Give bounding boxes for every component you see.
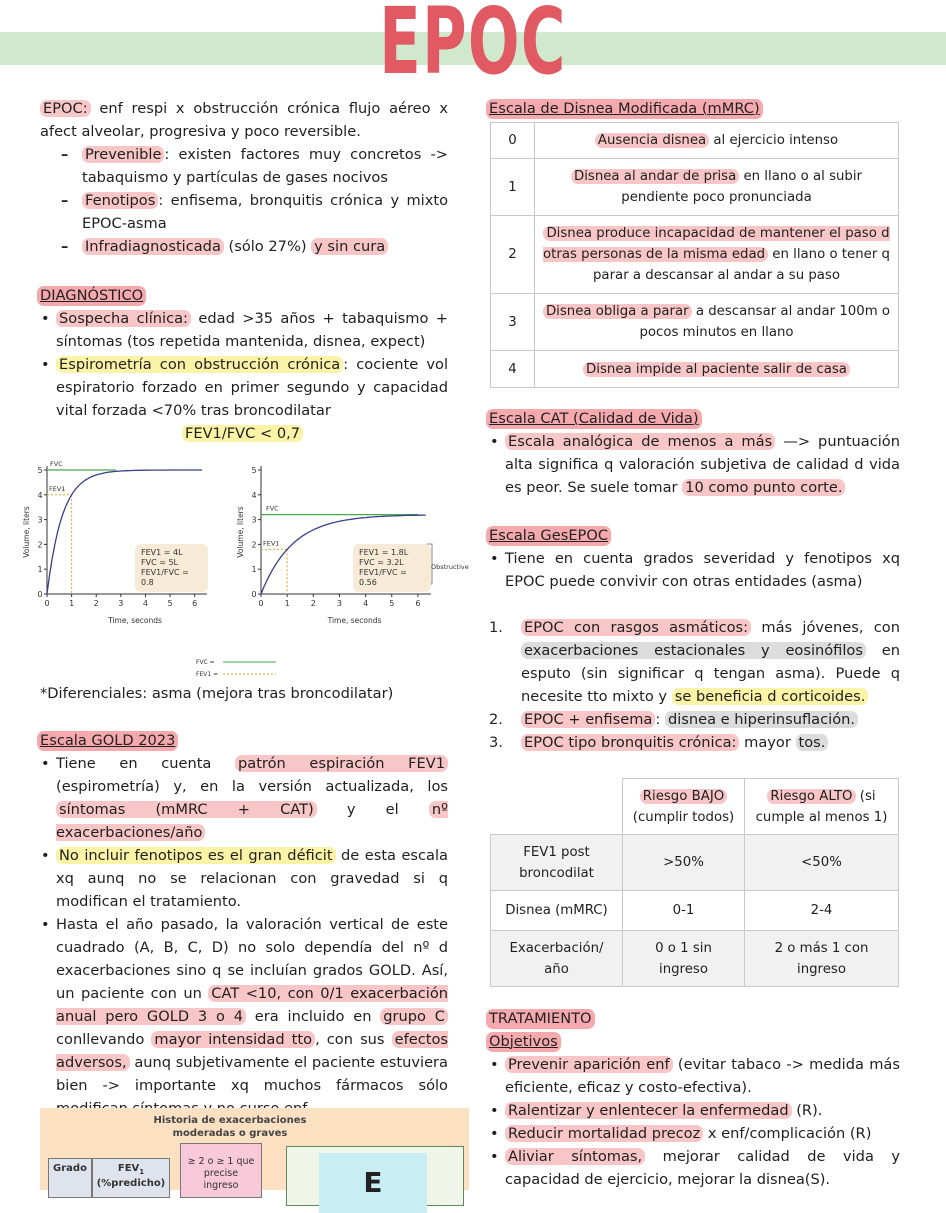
mmrc-section (486, 97, 900, 388)
list-term: disnea e hiperinsuflación. (665, 711, 858, 728)
gold-section (37, 729, 448, 1120)
list-item (489, 1145, 900, 1191)
table-row (491, 216, 899, 294)
x-tick-label: 4 (142, 599, 149, 608)
fev-sub-label: (%predicho) (96, 1178, 166, 1189)
x-axis-label: Time, seconds (327, 616, 382, 625)
list-item (489, 547, 900, 593)
row-low: 0-1 (623, 891, 745, 931)
desc-term: Disnea impide al paciente salir de casa (583, 362, 850, 377)
list-term: patrón espiración FEV1 (235, 755, 448, 772)
grade-cell: 0 (491, 123, 535, 159)
table-row (491, 931, 899, 987)
info-line: FEV1/FVC = 0.56 (359, 568, 407, 587)
list-text: más jóvenes, con (751, 619, 900, 636)
x-tick-label: 5 (389, 599, 395, 608)
list-item (489, 616, 900, 708)
x-tick-label: 4 (363, 599, 369, 608)
y-tick-label: 1 (37, 565, 43, 575)
gold-e-box (286, 1146, 464, 1206)
intro-list (40, 143, 448, 258)
list-term: y sin cura (311, 238, 388, 255)
list-term: Ralentizar y enlentecer la enfermedad (505, 1102, 792, 1119)
list-term: Escala analógica de menos a más (505, 433, 775, 450)
row-high: <50% (745, 835, 899, 891)
section-title-gold: Escala GOLD 2023 (37, 731, 178, 751)
list-text: de esta escala xq aunq no se relacionan con gravedad si q modifican el tratamiento. (56, 847, 448, 910)
info-line: FVC = 3.2L (359, 558, 404, 567)
row-low: >50% (623, 835, 745, 891)
legend-fvc-label: FVC = (196, 659, 215, 666)
info-line: FVC = 5L (141, 558, 178, 567)
info-line: FEV1/FVC = 0.8 (141, 568, 189, 587)
list-text: (R). (791, 1102, 823, 1119)
y-tick-label: 4 (37, 490, 43, 500)
row-low: 0 o 1 sin ingreso (623, 931, 745, 987)
fev1-label: FEV1 (263, 539, 280, 548)
list-text: Tiene en cuenta grados severidad y fenotipos xq EPOC puede convivir con otras entidades (asma) (505, 550, 900, 590)
row-high: 2-4 (745, 891, 899, 931)
gold-figure (40, 1108, 469, 1199)
list-text: , con sus (315, 1031, 392, 1048)
grade-cell: 2 (491, 216, 535, 294)
list-text: y el (316, 801, 429, 818)
list-term: se beneficia d corticoides. (672, 688, 869, 705)
y-tick-label: 5 (37, 466, 43, 475)
list-text: (espirometría) y, en la versión actualizada, los (56, 778, 448, 795)
list-text: mayor (739, 734, 796, 751)
gesepoc-list (489, 547, 900, 593)
list-term: Sospecha clínica: (56, 310, 191, 327)
list-text: Hasta el año pasado, la valoración vertical de este cuadrado (A, B, C, D) no solo dependía del nº d exacerbaciones sino q se incluían grados GOLD. Así, un paciente con un (56, 916, 448, 1002)
list-term: mayor intensidad tto (151, 1031, 315, 1048)
table-row (491, 351, 899, 388)
list-term: Aliviar síntomas, (505, 1148, 645, 1165)
gesepoc-numbered-list (489, 616, 900, 754)
row-label: Exacerbación/ año (491, 931, 623, 987)
differential-line: *Diferenciales: asma (mejora tras broncodilatar) (40, 685, 394, 702)
desc-cell (535, 351, 899, 388)
y-tick-label: 2 (251, 540, 257, 550)
list-item (40, 235, 448, 258)
x-tick-label: 3 (336, 599, 343, 608)
list-text: : cociente vol espiratorio forzado en primer segundo y capacidad vital forzada <70% tras broncodilatar (56, 356, 449, 419)
gesepoc-section (486, 524, 900, 754)
fev-label: FEV (117, 1163, 140, 1174)
desc-term: Ausencia disnea (595, 133, 709, 148)
x-tick-label: 2 (310, 599, 316, 608)
list-text: aunq subjetivamente el paciente estuviera bien -> importante xq muchos fármacos sólo (56, 1054, 448, 1094)
list-text: Tiene en cuenta (56, 755, 235, 772)
desc-text: a descansar al andar 100m o pocos minutos en llano (639, 304, 891, 340)
list-item (489, 1099, 900, 1122)
section-title-cat: Escala CAT (Calidad de Vida) (486, 409, 702, 429)
table-row (491, 159, 899, 216)
x-tick-label: 0 (258, 599, 264, 608)
x-tick-label: 6 (192, 599, 198, 608)
risk-table (490, 778, 899, 987)
desc-cell (535, 159, 899, 216)
list-text: : enfisema, bronquitis crónica y mixto EPOC-asma (82, 192, 448, 232)
fev-sub: 1 (139, 1168, 145, 1176)
list-text: era incluido en (246, 1008, 381, 1025)
list-term: Prevenible (82, 146, 164, 163)
desc-term: Disnea produce incapacidad de mantener el paso d otras personas de la misma edad (543, 226, 890, 262)
list-term: Infradiagnosticada (82, 238, 224, 255)
list-term: EPOC con rasgos asmáticos: (521, 619, 751, 636)
gold-exacerbation-box: ≥ 2 o ≥ 1 que precise ingreso (180, 1143, 262, 1198)
fvc-label: FVC (266, 504, 279, 513)
desc-cell (535, 294, 899, 351)
y-axis-label: Volume, liters (22, 506, 31, 558)
list-term: CAT <10, con 0/1 exacerbación anual pero GOLD 3 o 4 (56, 985, 448, 1025)
x-axis-label: Time, seconds (108, 616, 162, 625)
risk-high-label: Riesgo ALTO (767, 789, 855, 804)
y-axis-label: Volume, liters (236, 506, 245, 558)
list-item (40, 307, 448, 353)
y-tick-label: 5 (251, 466, 257, 475)
diagnosis-section (37, 284, 448, 445)
list-item (489, 1122, 900, 1145)
gold-figure-heading: Historia de exacerbaciones moderadas o graves (153, 1115, 307, 1139)
risk-table-container (490, 778, 899, 987)
legend-fev1-label: FEV1 = (196, 671, 219, 678)
x-tick-label: 1 (284, 599, 290, 608)
y-tick-label: 4 (251, 490, 257, 500)
list-text: x enf/complicación (R) (703, 1125, 872, 1142)
x-tick-label: 3 (118, 599, 124, 608)
list-term: exacerbaciones estacionales y eosinófilos (521, 642, 866, 659)
left-column (40, 97, 448, 258)
x-tick-label: 6 (415, 599, 421, 608)
empty-cell (491, 779, 623, 835)
diagnosis-list (40, 307, 448, 422)
right-info-box (353, 544, 431, 592)
grade-cell: 1 (491, 159, 535, 216)
y-tick-label: 3 (37, 515, 43, 525)
x-tick-label: 2 (93, 599, 99, 608)
list-term: Espirometría con obstrucción crónica (56, 356, 343, 373)
info-line: FEV1 = 1.8L (359, 548, 409, 557)
list-text: (sólo 27%) (223, 238, 312, 255)
intro-paragraph (40, 97, 448, 143)
treatment-section (486, 1007, 900, 1191)
y-tick-label: 0 (251, 590, 257, 599)
list-item (489, 731, 900, 754)
list-term: EPOC tipo bronquitis crónica: (521, 734, 739, 751)
list-text: (evitar tabaco -> medida más eficiente, eficaz y costo-efectiva). (505, 1056, 900, 1096)
list-item (489, 708, 900, 731)
list-term: tos. (796, 734, 829, 751)
intro-term: EPOC: (40, 100, 91, 117)
intro-text: enf respi x obstrucción crónica flujo aéreo x afect alveolar, progresiva y poco reversible. (40, 100, 448, 140)
x-tick-label: 5 (167, 599, 173, 608)
section-subtitle-objetivos: Objetivos (486, 1032, 561, 1052)
x-tick-label: 0 (44, 599, 50, 608)
list-item (40, 143, 448, 189)
list-text: : (655, 711, 665, 728)
x-tick-label: 1 (69, 599, 75, 608)
list-term: No incluir fenotipos es el gran déficit (56, 847, 336, 864)
risk-high-header (745, 779, 899, 835)
section-title-tratamiento: TRATAMIENTO (486, 1009, 595, 1029)
list-item (489, 430, 900, 499)
y-tick-label: 2 (37, 540, 43, 550)
desc-term: Disnea al andar de prisa (571, 169, 739, 184)
list-text: en esputo (sin significar q tengan asma). Puede q necesite tto mixto y (521, 642, 900, 705)
obstructive-label: Obstructive (431, 563, 469, 571)
list-text: mejorar calidad de vida y capacidad de ejercicio, mejorar la disnea(S). (505, 1148, 901, 1188)
list-text: —> puntuación alta significa q valoración subjetiva de calidad d vida es peor. Se suele tomar (505, 433, 900, 496)
risk-high-note: (si cumple al menos 1) (755, 788, 888, 825)
desc-text: en llano o al subir pendiente poco pronunciada (621, 169, 863, 205)
risk-low-header (623, 779, 745, 835)
list-item (40, 752, 448, 844)
left-info-box (135, 544, 208, 592)
fev1-label: FEV1 (49, 484, 66, 493)
cat-section (486, 407, 900, 499)
list-term: Fenotipos (82, 192, 158, 209)
list-term: 10 como punto corte. (682, 479, 845, 496)
list-text: conllevando (56, 1031, 152, 1048)
risk-low-label: Riesgo BAJO (640, 789, 727, 804)
treatment-list (489, 1053, 900, 1191)
grade-cell: 4 (491, 351, 535, 388)
row-label: Disnea (mMRC) (491, 891, 623, 931)
cat-list (489, 430, 900, 499)
desc-text: en llano o tener q parar a descansar al andar a su paso (592, 247, 890, 283)
list-term: síntomas (mMRC + CAT) (56, 801, 317, 818)
list-term: efectos adversos, (56, 1031, 448, 1071)
page-title: EPOC (379, 0, 567, 95)
section-title-mmrc: Escala de Disnea Modificada (mMRC) (486, 99, 763, 119)
desc-term: Disnea obliga a parar (543, 304, 692, 319)
list-number: 3. (489, 734, 503, 751)
list-item (40, 353, 448, 422)
list-term: EPOC + enfisema (521, 711, 655, 728)
y-tick-label: 3 (251, 515, 257, 525)
list-item (40, 189, 448, 235)
list-item (40, 844, 448, 913)
y-tick-label: 0 (37, 590, 43, 599)
list-item (489, 1053, 900, 1099)
list-text: : existen factores muy concretos -> tabaquismo y partículas de gases nocivos (82, 146, 448, 186)
risk-low-note: (cumplir todos) (632, 809, 735, 825)
table-row (491, 835, 899, 891)
y-tick-label: 1 (251, 565, 257, 575)
list-item (40, 913, 448, 1120)
list-term: Reducir mortalidad precoz (505, 1125, 703, 1142)
desc-text: al ejercicio intenso (709, 133, 839, 148)
gold-list (40, 752, 448, 1120)
list-number: 2. (489, 711, 503, 728)
list-text: edad >35 años + tabaquismo + síntomas (tos repetida mantenida, disnea, expect) (56, 310, 448, 350)
formula-line (37, 422, 448, 445)
row-label: FEV1 post broncodilat (491, 835, 623, 891)
table-row (491, 891, 899, 931)
table-row (491, 294, 899, 351)
gold-grade-header: Grado (48, 1158, 92, 1198)
list-term: nº exacerbaciones/año (56, 801, 449, 841)
section-title-diagnostico: DIAGNÓSTICO (37, 286, 146, 306)
table-row (491, 123, 899, 159)
mmrc-table (490, 122, 899, 388)
formula: FEV1/FVC < 0,7 (182, 425, 303, 442)
list-number: 1. (489, 619, 503, 636)
spirometry-figure (18, 456, 469, 686)
fvc-label: FVC (50, 460, 63, 468)
list-term: grupo C (380, 1008, 448, 1025)
desc-cell (535, 216, 899, 294)
row-high: 2 o más 1 con ingreso (745, 931, 899, 987)
gold-fev-header (92, 1158, 170, 1198)
gold-e-letter: E (319, 1153, 427, 1213)
table-row (491, 779, 899, 835)
info-line: FEV1 = 4L (141, 548, 183, 557)
desc-cell (535, 123, 899, 159)
section-title-gesepoc: Escala GesEPOC (486, 526, 611, 546)
list-term: Prevenir aparición enf (505, 1056, 673, 1073)
grade-cell: 3 (491, 294, 535, 351)
